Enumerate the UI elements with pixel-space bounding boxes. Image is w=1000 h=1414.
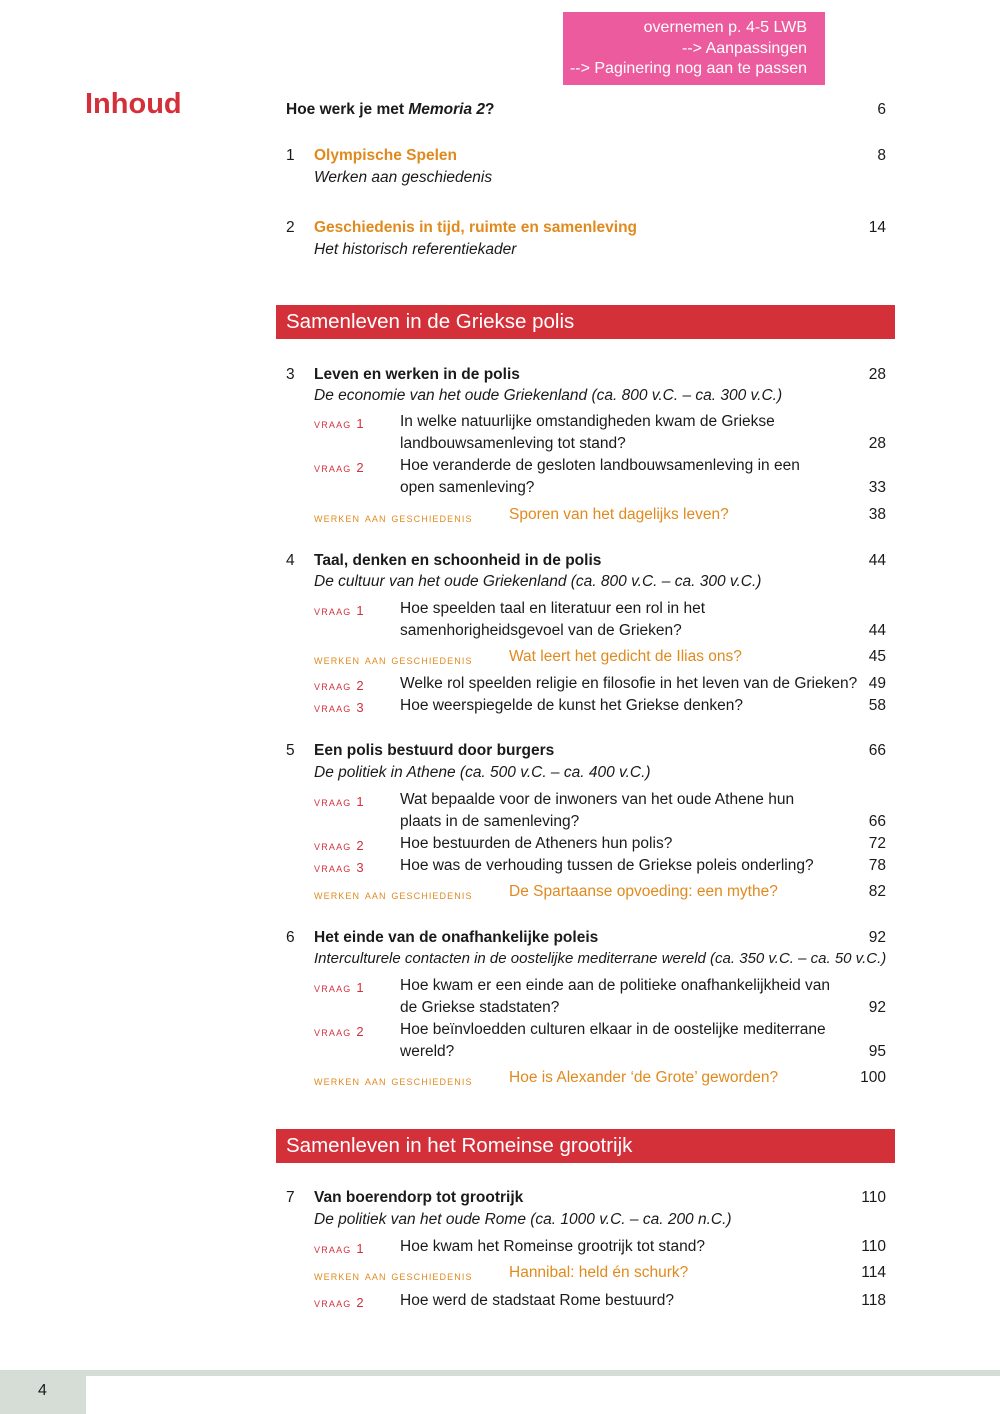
page-number: 44 <box>868 622 886 639</box>
chapter-subtitle: De politiek in Athene (ca. 500 v.C. – ca. 400 v.C.) <box>314 764 651 781</box>
page-number: 92 <box>868 999 886 1016</box>
page-number: 49 <box>868 675 886 692</box>
page-number: 38 <box>868 506 886 523</box>
section-heading: Samenleven in het Romeinse grootrijk <box>276 1129 895 1163</box>
question-text[interactable] <box>400 1019 826 1063</box>
chapter-subtitle: De politiek van het oude Rome (ca. 1000 v.C. – ca. 200 n.C.) <box>314 1211 732 1228</box>
chapter-subtitle: De cultuur van het oude Griekenland (ca. 800 v.C. – ca. 300 v.C.) <box>314 573 762 590</box>
chapter-number: 1 <box>286 147 295 164</box>
question-text[interactable]: Welke rol speelden religie en filosofie in het leven van de Grieken? <box>400 675 858 692</box>
chapter-title[interactable]: Een polis bestuurd door burgers <box>314 742 555 759</box>
page-number: 118 <box>861 1292 886 1309</box>
question-label: vraag 1 <box>314 603 365 618</box>
chapter-title[interactable]: Olympische Spelen <box>314 147 457 164</box>
question-text[interactable]: Hoe kwam het Romeinse grootrijk tot stand? <box>400 1238 705 1255</box>
toc-intro[interactable] <box>286 101 494 119</box>
question-line: landbouwsamenleving tot stand? <box>400 435 626 452</box>
page-number: 114 <box>861 1264 886 1281</box>
practice-title[interactable]: Wat leert het gedicht de Ilias ons? <box>509 648 742 665</box>
page-number: 14 <box>868 219 886 236</box>
chapter-title[interactable]: Geschiedenis in tijd, ruimte en samenleving <box>314 219 638 236</box>
chapter-number: 6 <box>286 929 295 946</box>
question-label: vraag 2 <box>314 838 365 853</box>
intro-italic: Memoria 2 <box>408 101 485 118</box>
page-number: 45 <box>868 648 886 665</box>
question-label: vraag 1 <box>314 980 365 995</box>
page-number: 100 <box>860 1069 886 1086</box>
practice-label: werken aan geschiedenis <box>314 887 473 902</box>
question-text[interactable] <box>400 455 800 499</box>
chapter-number: 4 <box>286 552 295 569</box>
practice-title[interactable]: Hoe is Alexander ‘de Grote’ geworden? <box>509 1069 779 1086</box>
question-text[interactable]: Hoe werd de stadstaat Rome bestuurd? <box>400 1292 674 1309</box>
page-number: 58 <box>868 697 886 714</box>
editor-note <box>563 12 825 85</box>
chapter-subtitle: Het historisch referentiekader <box>314 241 517 258</box>
question-label: vraag 1 <box>314 416 365 431</box>
question-line: Hoe beïnvloedden culturen elkaar in de oostelijke mediterrane <box>400 1021 826 1038</box>
question-label: vraag 1 <box>314 1241 365 1256</box>
question-label: vraag 3 <box>314 860 365 875</box>
page-number: 78 <box>868 857 886 874</box>
question-label: vraag 2 <box>314 1024 365 1039</box>
question-label: vraag 2 <box>314 1295 365 1310</box>
question-line: Wat bepaalde voor de inwoners van het oude Athene hun <box>400 791 795 808</box>
question-text[interactable] <box>400 975 830 1019</box>
page-number: 110 <box>861 1238 886 1255</box>
page-number: 44 <box>868 552 886 569</box>
chapter-subtitle: Interculturele contacten in de oostelijke mediterrane wereld (ca. 350 v.C. – ca. 50 v.C.) <box>314 950 887 967</box>
question-line: samenhorigheidsgevoel van de Grieken? <box>400 622 682 639</box>
page-number: 82 <box>868 883 886 900</box>
question-text[interactable] <box>400 789 794 833</box>
page-number: 72 <box>868 835 886 852</box>
question-label: vraag 1 <box>314 794 365 809</box>
footer-divider <box>0 1370 1000 1376</box>
practice-title[interactable]: Hannibal: held én schurk? <box>509 1264 689 1281</box>
chapter-number: 7 <box>286 1189 295 1206</box>
question-text[interactable]: Hoe was de verhouding tussen de Griekse poleis onderling? <box>400 857 814 874</box>
practice-label: werken aan geschiedenis <box>314 652 473 667</box>
page-number: 8 <box>877 147 886 164</box>
practice-title[interactable]: Sporen van het dagelijks leven? <box>509 506 729 523</box>
page-number: 92 <box>868 929 886 946</box>
note-line: --> Paginering nog aan te passen <box>569 60 807 77</box>
chapter-number: 2 <box>286 219 295 236</box>
page-number: 28 <box>868 366 886 383</box>
question-line: de Griekse stadstaten? <box>400 999 560 1016</box>
chapter-subtitle: De economie van het oude Griekenland (ca. 800 v.C. – ca. 300 v.C.) <box>314 387 783 404</box>
page-number: 28 <box>868 435 886 452</box>
page-number: 33 <box>868 479 886 496</box>
question-text[interactable]: Hoe bestuurden de Atheners hun polis? <box>400 835 673 852</box>
chapter-number: 3 <box>286 366 295 383</box>
chapter-title[interactable]: Van boerendorp tot grootrijk <box>314 1189 524 1206</box>
page-title: Inhoud <box>85 88 182 120</box>
chapter-title[interactable]: Leven en werken in de polis <box>314 366 520 383</box>
practice-title[interactable]: De Spartaanse opvoeding: een mythe? <box>509 883 778 900</box>
intro-prefix: Hoe werk je met <box>286 101 409 118</box>
question-text[interactable] <box>400 411 775 455</box>
question-line: In welke natuurlijke omstandigheden kwam de Griekse <box>400 413 775 430</box>
practice-label: werken aan geschiedenis <box>314 510 473 525</box>
question-line: Hoe speelden taal en literatuur een rol in het <box>400 600 706 617</box>
question-text[interactable]: Hoe weerspiegelde de kunst het Griekse denken? <box>400 697 743 714</box>
page-number: 95 <box>868 1043 886 1060</box>
question-label: vraag 2 <box>314 460 365 475</box>
practice-label: werken aan geschiedenis <box>314 1073 473 1088</box>
question-label: vraag 2 <box>314 678 365 693</box>
page-number: 66 <box>868 813 886 830</box>
page-number: 110 <box>861 1189 886 1206</box>
question-line: Hoe veranderde de gesloten landbouwsamenleving in een <box>400 457 800 474</box>
note-line: --> Aanpassingen <box>682 39 807 57</box>
section-heading: Samenleven in de Griekse polis <box>276 305 895 339</box>
chapter-title[interactable]: Het einde van de onafhankelijke poleis <box>314 929 599 946</box>
chapter-title[interactable]: Taal, denken en schoonheid in de polis <box>314 552 602 569</box>
footer-page-number: 4 <box>38 1382 47 1399</box>
page-number: 66 <box>868 742 886 759</box>
intro-suffix: ? <box>485 101 495 118</box>
practice-label: werken aan geschiedenis <box>314 1268 473 1283</box>
question-label: vraag 3 <box>314 700 365 715</box>
question-text[interactable] <box>400 598 705 642</box>
question-line: plaats in de samenleving? <box>400 813 580 830</box>
question-line: wereld? <box>400 1043 455 1060</box>
note-line: overnemen p. 4-5 LWB <box>643 19 807 36</box>
page-number: 6 <box>877 101 886 118</box>
chapter-subtitle: Werken aan geschiedenis <box>314 169 493 186</box>
question-line: Hoe kwam er een einde aan de politieke onafhankelijkheid van <box>400 977 830 994</box>
question-line: open samenleving? <box>400 479 535 496</box>
chapter-number: 5 <box>286 742 295 759</box>
